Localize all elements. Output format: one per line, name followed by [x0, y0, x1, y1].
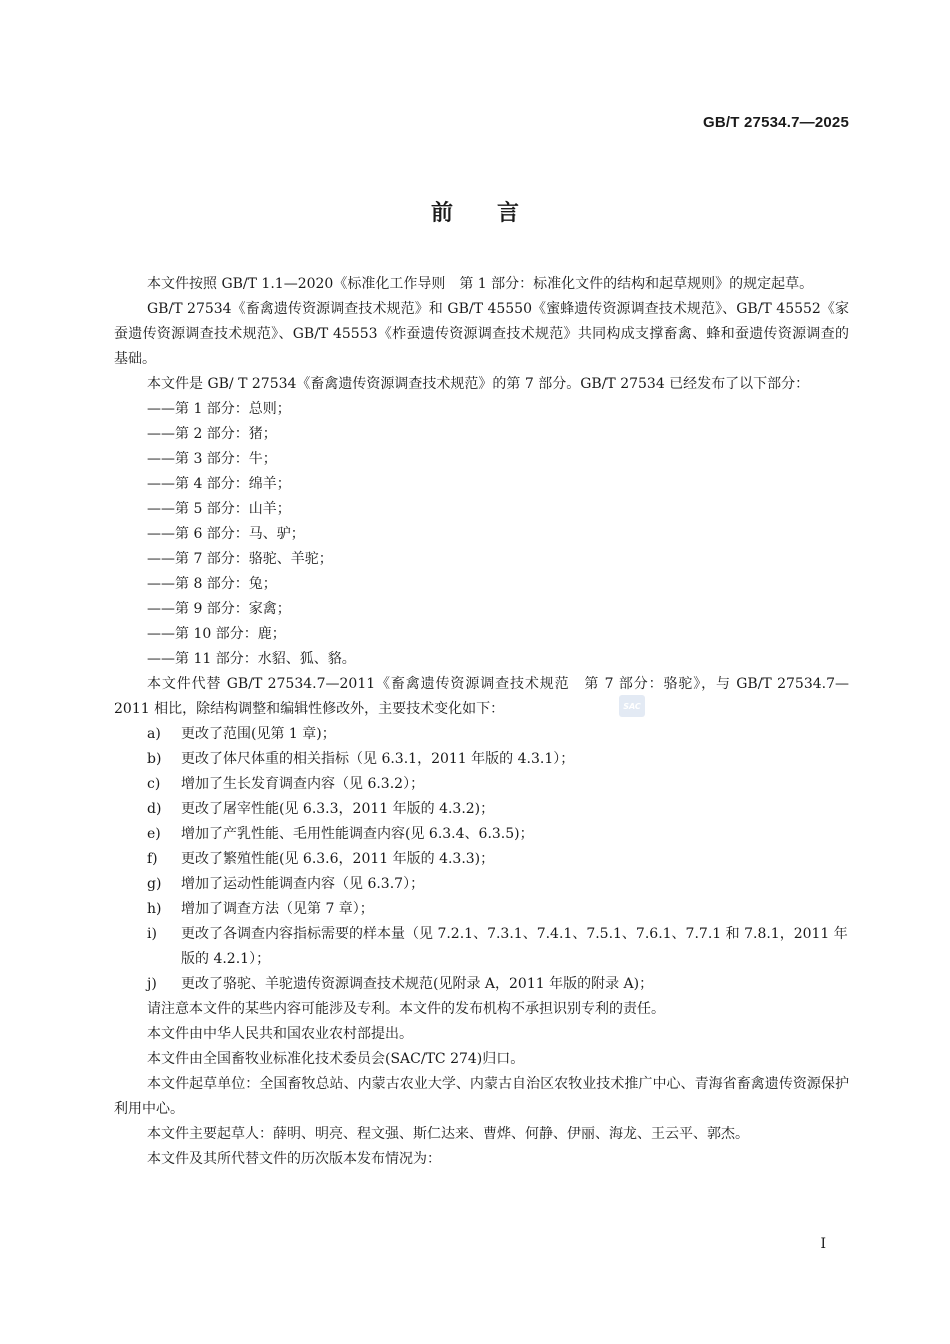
paragraph-drafting-rules: 本文件按照 GB/T 1.1—2020《标准化工作导则 第 1 部分：标准化文件的结构和起草规则》的规定起草。	[147, 276, 814, 292]
list-item	[114, 922, 849, 972]
page-number: I	[820, 1236, 826, 1252]
list-item: ——第 4 部分：绵羊；	[147, 476, 291, 492]
list-item	[114, 972, 849, 997]
list-item	[114, 822, 849, 847]
list-item: ——第 3 部分：牛；	[147, 451, 277, 467]
parts-list	[114, 397, 849, 672]
list-item	[114, 747, 849, 772]
list-item: ——第 1 部分：总则；	[147, 401, 291, 417]
item-text: 更改了体尺体重的相关指标（见 6.3.1，2011 年版的 4.3.1）；	[181, 751, 575, 767]
item-text: 更改了繁殖性能(见 6.3.6，2011 年版的 4.3.3)；	[181, 851, 495, 867]
list-item	[114, 722, 849, 747]
list-item	[114, 772, 849, 797]
item-label: g)	[147, 876, 162, 892]
standard-code: GB/T 27534.7—2025	[703, 114, 849, 131]
page-title: 前 言	[430, 201, 519, 226]
item-text: 增加了调查方法（见第 7 章）；	[181, 901, 374, 917]
item-text: 更改了屠宰性能(见 6.3.3，2011 年版的 4.3.2)；	[181, 801, 495, 817]
paragraph-drafters: 本文件主要起草人：薛明、明亮、程文强、斯仁达来、曹烨、何静、伊丽、海龙、王云平、郭杰。	[147, 1126, 749, 1142]
item-label: a)	[147, 726, 161, 742]
item-label: j)	[147, 976, 157, 992]
item-text: 更改了骆驼、羊驼遗传资源调查技术规范(见附录 A，2011 年版的附录 A)；	[181, 976, 654, 992]
list-item	[114, 847, 849, 872]
item-text: 更改了各调查内容指标需要的样本量（见 7.2.1、7.3.1、7.4.1、7.5.1、7.6.1、7.7.1 和 7.8.1，2011 年版的 4.2.1）；	[181, 926, 848, 967]
list-item	[114, 797, 849, 822]
paragraph-related-standards: GB/T 27534《畜禽遗传资源调查技术规范》和 GB/T 45550《蜜蜂遗传资源调查技术规范》、GB/T 45552《家蚕遗传资源调查技术规范》、GB/T 45553《柞蚕遗传资源调查技术规范》共同构成支撑畜禽、蜂和蚕遗传资源调查的基础。	[114, 301, 849, 367]
item-text: 增加了生长发育调查内容（见 6.3.2）；	[181, 776, 425, 792]
paragraph-series-parts: 本文件是 GB/ T 27534《畜禽遗传资源调查技术规范》的第 7 部分。GB/T 27534 已经发布了以下部分：	[147, 376, 810, 392]
list-item: ——第 2 部分：猪；	[147, 426, 277, 442]
paragraph-replacement: 本文件代替 GB/T 27534.7—2011《畜禽遗传资源调查技术规范 第 7 部分：骆驼》，与 GB/T 27534.7—2011 相比，除结构调整和编辑性修改外，主要技术变化如下：	[114, 676, 849, 717]
item-label: c)	[147, 776, 161, 792]
item-label: d)	[147, 801, 162, 817]
item-label: e)	[147, 826, 161, 842]
list-item: ——第 7 部分：骆驼、羊驼；	[147, 551, 333, 567]
paragraph-committee: 本文件由全国畜牧业标准化技术委员会(SAC/TC 274)归口。	[147, 1051, 525, 1067]
list-item	[114, 872, 849, 897]
paragraph-patent-notice: 请注意本文件的某些内容可能涉及专利。本文件的发布机构不承担识别专利的责任。	[147, 1001, 665, 1017]
item-text: 更改了范围(见第 1 章)；	[181, 726, 336, 742]
list-item: ——第 10 部分：鹿；	[147, 626, 286, 642]
list-item: ——第 11 部分：水貂、狐、貉。	[147, 651, 356, 667]
list-item: ——第 9 部分：家禽；	[147, 601, 291, 617]
paragraph-version-history: 本文件及其所代替文件的历次版本发布情况为：	[147, 1151, 441, 1167]
item-text: 增加了运动性能调查内容（见 6.3.7）；	[181, 876, 425, 892]
sac-watermark-logo: SAC	[619, 695, 645, 717]
changes-list	[114, 722, 849, 997]
list-item: ——第 5 部分：山羊；	[147, 501, 291, 517]
item-label: b)	[147, 751, 162, 767]
paragraph-drafting-units: 本文件起草单位：全国畜牧总站、内蒙古农业大学、内蒙古自治区农牧业技术推广中心、青海省畜禽遗传资源保护利用中心。	[114, 1076, 849, 1117]
list-item: ——第 8 部分：兔；	[147, 576, 277, 592]
item-label: i)	[147, 926, 157, 942]
item-label: f)	[147, 851, 158, 867]
paragraph-proposer: 本文件由中华人民共和国农业农村部提出。	[147, 1026, 413, 1042]
item-text: 增加了产乳性能、毛用性能调查内容(见 6.3.4、6.3.5)；	[181, 826, 534, 842]
item-label: h)	[147, 901, 162, 917]
list-item	[114, 897, 849, 922]
foreword-body	[114, 272, 849, 1172]
list-item: ——第 6 部分：马、驴；	[147, 526, 305, 542]
